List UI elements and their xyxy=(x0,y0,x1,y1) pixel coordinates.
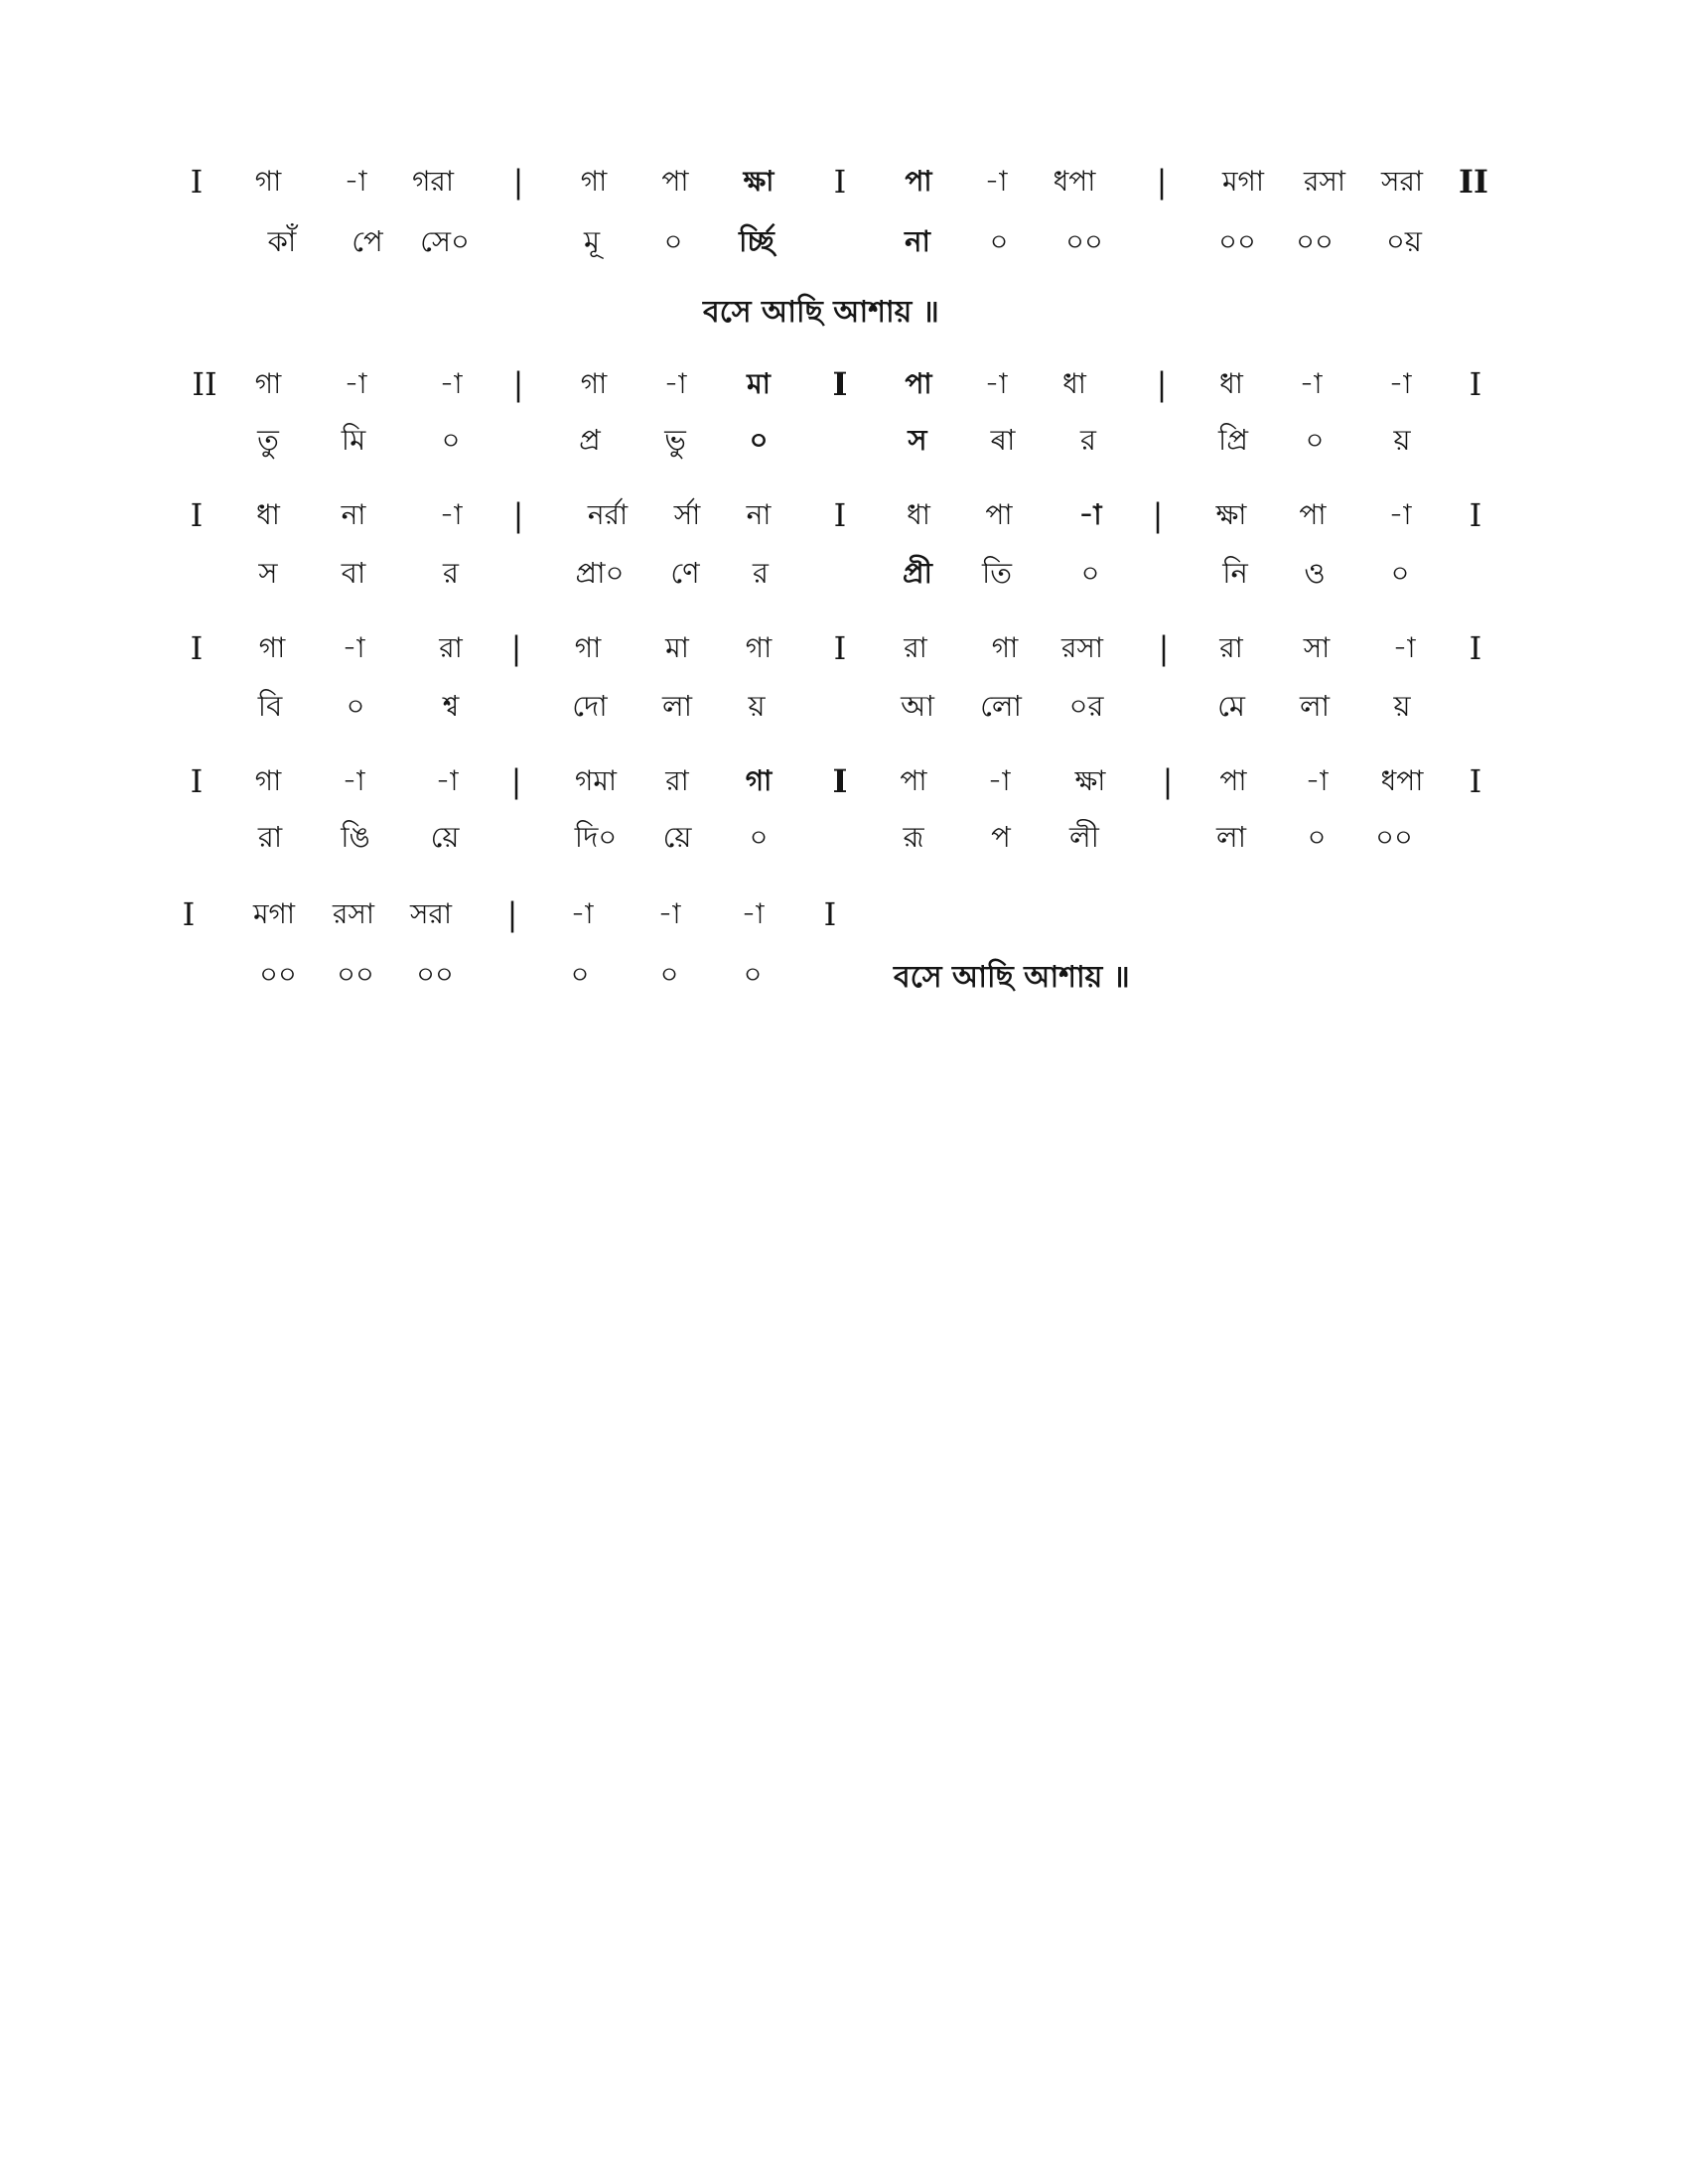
note: রা xyxy=(904,631,927,664)
lyric-syllable: ণে xyxy=(670,556,700,590)
note: -া xyxy=(657,897,681,930)
refrain-line: বসে আছি আশায় ॥ xyxy=(703,295,939,330)
bar-line: I xyxy=(833,163,847,201)
lyric-syllable: ০ xyxy=(1305,423,1325,457)
bar-line: I xyxy=(833,629,847,667)
lyric-syllable: ০ xyxy=(663,224,683,258)
note: সরা xyxy=(1380,165,1424,198)
note: -া xyxy=(1299,367,1323,400)
lyric-syllable: মে xyxy=(1217,689,1245,723)
note: গা xyxy=(580,367,608,400)
lyric-syllable: ০০ xyxy=(416,957,454,991)
lyric-syllable: ০ xyxy=(441,423,461,457)
note: -া xyxy=(987,764,1011,797)
lyric-syllable: র xyxy=(1080,423,1096,457)
lyric-syllable: ৰা xyxy=(990,423,1016,457)
note: -া xyxy=(741,897,765,930)
lyric-syllable: ঙি xyxy=(341,820,370,854)
lyric-syllable: ০ xyxy=(749,423,769,457)
notes-line xyxy=(0,359,1688,409)
lyrics-line xyxy=(0,548,1688,598)
bar-line: | xyxy=(510,629,522,667)
note: ক্ষা xyxy=(1074,764,1106,797)
lyric-syllable: ০ xyxy=(1307,820,1327,854)
note: -া xyxy=(1388,498,1412,531)
note: পা xyxy=(661,165,689,198)
lyric-syllable: য় xyxy=(1393,423,1411,457)
lyric-syllable: ০০ xyxy=(1375,820,1413,854)
bar-line: I xyxy=(190,762,204,800)
note: ধা xyxy=(256,498,280,531)
lyric-syllable: লা xyxy=(1299,689,1331,723)
note: রা xyxy=(439,631,463,664)
lyric-syllable: ০০ xyxy=(1065,224,1103,258)
lyric-syllable: বি xyxy=(257,689,283,723)
bar-line: II xyxy=(1459,163,1488,201)
note: সরা xyxy=(409,897,453,930)
lyric-syllable: ভু xyxy=(664,423,686,457)
lyric-syllable: ০ xyxy=(743,957,763,991)
lyric-syllable: লা xyxy=(1215,820,1247,854)
lyric-syllable: র xyxy=(443,556,459,590)
note: পা xyxy=(905,165,932,198)
bar-line: I xyxy=(1469,496,1482,534)
lyric-syllable: ০ xyxy=(346,689,365,723)
lyric-syllable: ০০ xyxy=(337,957,374,991)
lyrics-line xyxy=(0,415,1688,465)
lyric-syllable: লা xyxy=(661,689,693,723)
note: রসা xyxy=(332,897,375,930)
note: পা xyxy=(905,367,932,400)
note: রা xyxy=(1219,631,1243,664)
note: সা xyxy=(1303,631,1331,664)
lyric-syllable: শ্ব xyxy=(442,689,460,723)
note: গা xyxy=(254,165,282,198)
note: -া xyxy=(439,498,463,531)
note: গা xyxy=(574,631,602,664)
lyric-syllable: ০০ xyxy=(1296,224,1334,258)
lyric-syllable: নি xyxy=(1222,556,1248,590)
lyric-syllable: বা xyxy=(341,556,366,590)
lyric-syllable: য় xyxy=(1393,689,1411,723)
note: গা xyxy=(258,631,286,664)
bar-line: I xyxy=(833,496,847,534)
lyric-syllable: দি০ xyxy=(574,820,618,854)
lyric-syllable: ০ xyxy=(1390,556,1410,590)
lyric-syllable: ০০ xyxy=(259,957,297,991)
note: পা xyxy=(900,764,927,797)
lyric-syllable: ০র xyxy=(1068,689,1104,723)
lyric-syllable: প্রি xyxy=(1218,423,1248,457)
lyric-syllable: রা xyxy=(257,820,283,854)
note: -া xyxy=(342,764,365,797)
note: -া xyxy=(984,367,1008,400)
lyric-syllable: তু xyxy=(257,423,279,457)
lyric-syllable: ০ xyxy=(989,224,1009,258)
lyric-syllable: য়ে xyxy=(662,820,692,854)
note: র্সা xyxy=(673,498,701,531)
lyric-syllable: পে xyxy=(352,224,383,258)
lyric-syllable: ০ xyxy=(749,820,769,854)
lyric-syllable: কাঁ xyxy=(267,224,297,258)
lyric-syllable: রূ xyxy=(903,820,924,854)
bar-line: II xyxy=(192,365,217,403)
note: গা xyxy=(254,367,282,400)
lyric-syllable: প xyxy=(991,820,1011,854)
bar-line: | xyxy=(512,496,524,534)
note: -া xyxy=(984,165,1008,198)
refrain-line: বসে আছি আশায় ॥ xyxy=(894,960,1130,995)
note: ধা xyxy=(907,498,930,531)
lyric-syllable: য়ে xyxy=(430,820,460,854)
note: -া xyxy=(344,367,367,400)
lyric-syllable: মি xyxy=(341,423,366,457)
bar-line: | xyxy=(506,895,518,933)
lyrics-line xyxy=(0,216,1688,266)
note: মগা xyxy=(252,897,296,930)
lyric-syllable: আ xyxy=(901,689,934,723)
note: -া xyxy=(439,367,463,400)
note: গা xyxy=(745,764,773,797)
note: না xyxy=(746,498,772,531)
notes-line xyxy=(0,490,1688,540)
bar-line: I xyxy=(1469,365,1482,403)
lyric-syllable: ০ xyxy=(659,957,679,991)
note: রসা xyxy=(1303,165,1346,198)
lyrics-line xyxy=(0,812,1688,862)
lyric-syllable: প্রা০ xyxy=(575,556,625,590)
lyric-syllable: ০০ xyxy=(1218,224,1256,258)
lyric-syllable: সে০ xyxy=(420,224,470,258)
note: রসা xyxy=(1060,631,1104,664)
lyric-syllable: র xyxy=(753,556,769,590)
bar-line: | xyxy=(1158,629,1170,667)
lyric-syllable: ও xyxy=(1304,556,1326,590)
lyric-syllable: দো xyxy=(572,689,608,723)
note: পা xyxy=(1299,498,1327,531)
bar-line: I xyxy=(190,163,204,201)
lyric-syllable: ০ xyxy=(570,957,590,991)
note: -া xyxy=(435,764,459,797)
note: নর্রা xyxy=(587,498,629,531)
lyric-syllable: প্র xyxy=(579,423,601,457)
lyric-syllable: য় xyxy=(748,689,766,723)
bar-line: | xyxy=(512,163,524,201)
lyric-syllable: লো xyxy=(980,689,1022,723)
note: রা xyxy=(665,764,689,797)
lyric-syllable: মূ xyxy=(583,224,601,258)
lyric-syllable: তি xyxy=(981,556,1013,590)
note: ক্ষা xyxy=(743,165,774,198)
bar-line: | xyxy=(1156,365,1168,403)
bar-line: I xyxy=(823,895,837,933)
bar-line: I xyxy=(832,762,848,800)
bar-line: I xyxy=(182,895,196,933)
note: মা xyxy=(747,367,771,400)
note: -া xyxy=(1305,764,1329,797)
note: গা xyxy=(991,631,1019,664)
bar-line: I xyxy=(190,629,204,667)
notes-line xyxy=(0,157,1688,206)
note: গা xyxy=(580,165,608,198)
note: গা xyxy=(745,631,773,664)
notes-line xyxy=(0,623,1688,673)
note: ক্ষা xyxy=(1215,498,1247,531)
note: গমা xyxy=(574,764,618,797)
bar-line: I xyxy=(1469,762,1482,800)
note: পা xyxy=(985,498,1013,531)
note: -া xyxy=(342,631,365,664)
bar-line: I xyxy=(190,496,204,534)
note: -া xyxy=(344,165,367,198)
note: -া xyxy=(570,897,594,930)
note: -া xyxy=(663,367,687,400)
note: -া xyxy=(1392,631,1416,664)
lyric-syllable: র্চ্ছি xyxy=(739,224,774,258)
note: মা xyxy=(665,631,689,664)
lyrics-line xyxy=(0,681,1688,731)
lyric-syllable: ০য় xyxy=(1386,224,1422,258)
note: ধা xyxy=(1219,367,1243,400)
note: পা xyxy=(1219,764,1247,797)
bar-line: | xyxy=(1162,762,1174,800)
lyrics-line xyxy=(0,949,1688,999)
note: ধা xyxy=(1062,367,1086,400)
notes-line xyxy=(0,889,1688,939)
lyric-syllable: না xyxy=(905,224,930,258)
note: মগা xyxy=(1221,165,1265,198)
note: না xyxy=(341,498,366,531)
bar-line: | xyxy=(1152,496,1164,534)
lyric-syllable: প্রী xyxy=(903,556,932,590)
bar-line: I xyxy=(1469,629,1482,667)
note: -া xyxy=(1078,498,1102,531)
lyric-syllable: লী xyxy=(1069,820,1099,854)
bar-line: | xyxy=(510,762,522,800)
lyric-syllable: স xyxy=(258,556,278,590)
note: ধপা xyxy=(1380,764,1424,797)
note: গা xyxy=(254,764,282,797)
lyric-syllable: ০ xyxy=(1080,556,1100,590)
lyric-syllable: স xyxy=(908,423,927,457)
note: ধপা xyxy=(1053,165,1096,198)
bar-line: | xyxy=(1156,163,1168,201)
notes-line xyxy=(0,756,1688,806)
bar-line: I xyxy=(832,365,848,403)
note: গরা xyxy=(412,165,454,198)
note: -া xyxy=(1388,367,1412,400)
bar-line: | xyxy=(512,365,524,403)
